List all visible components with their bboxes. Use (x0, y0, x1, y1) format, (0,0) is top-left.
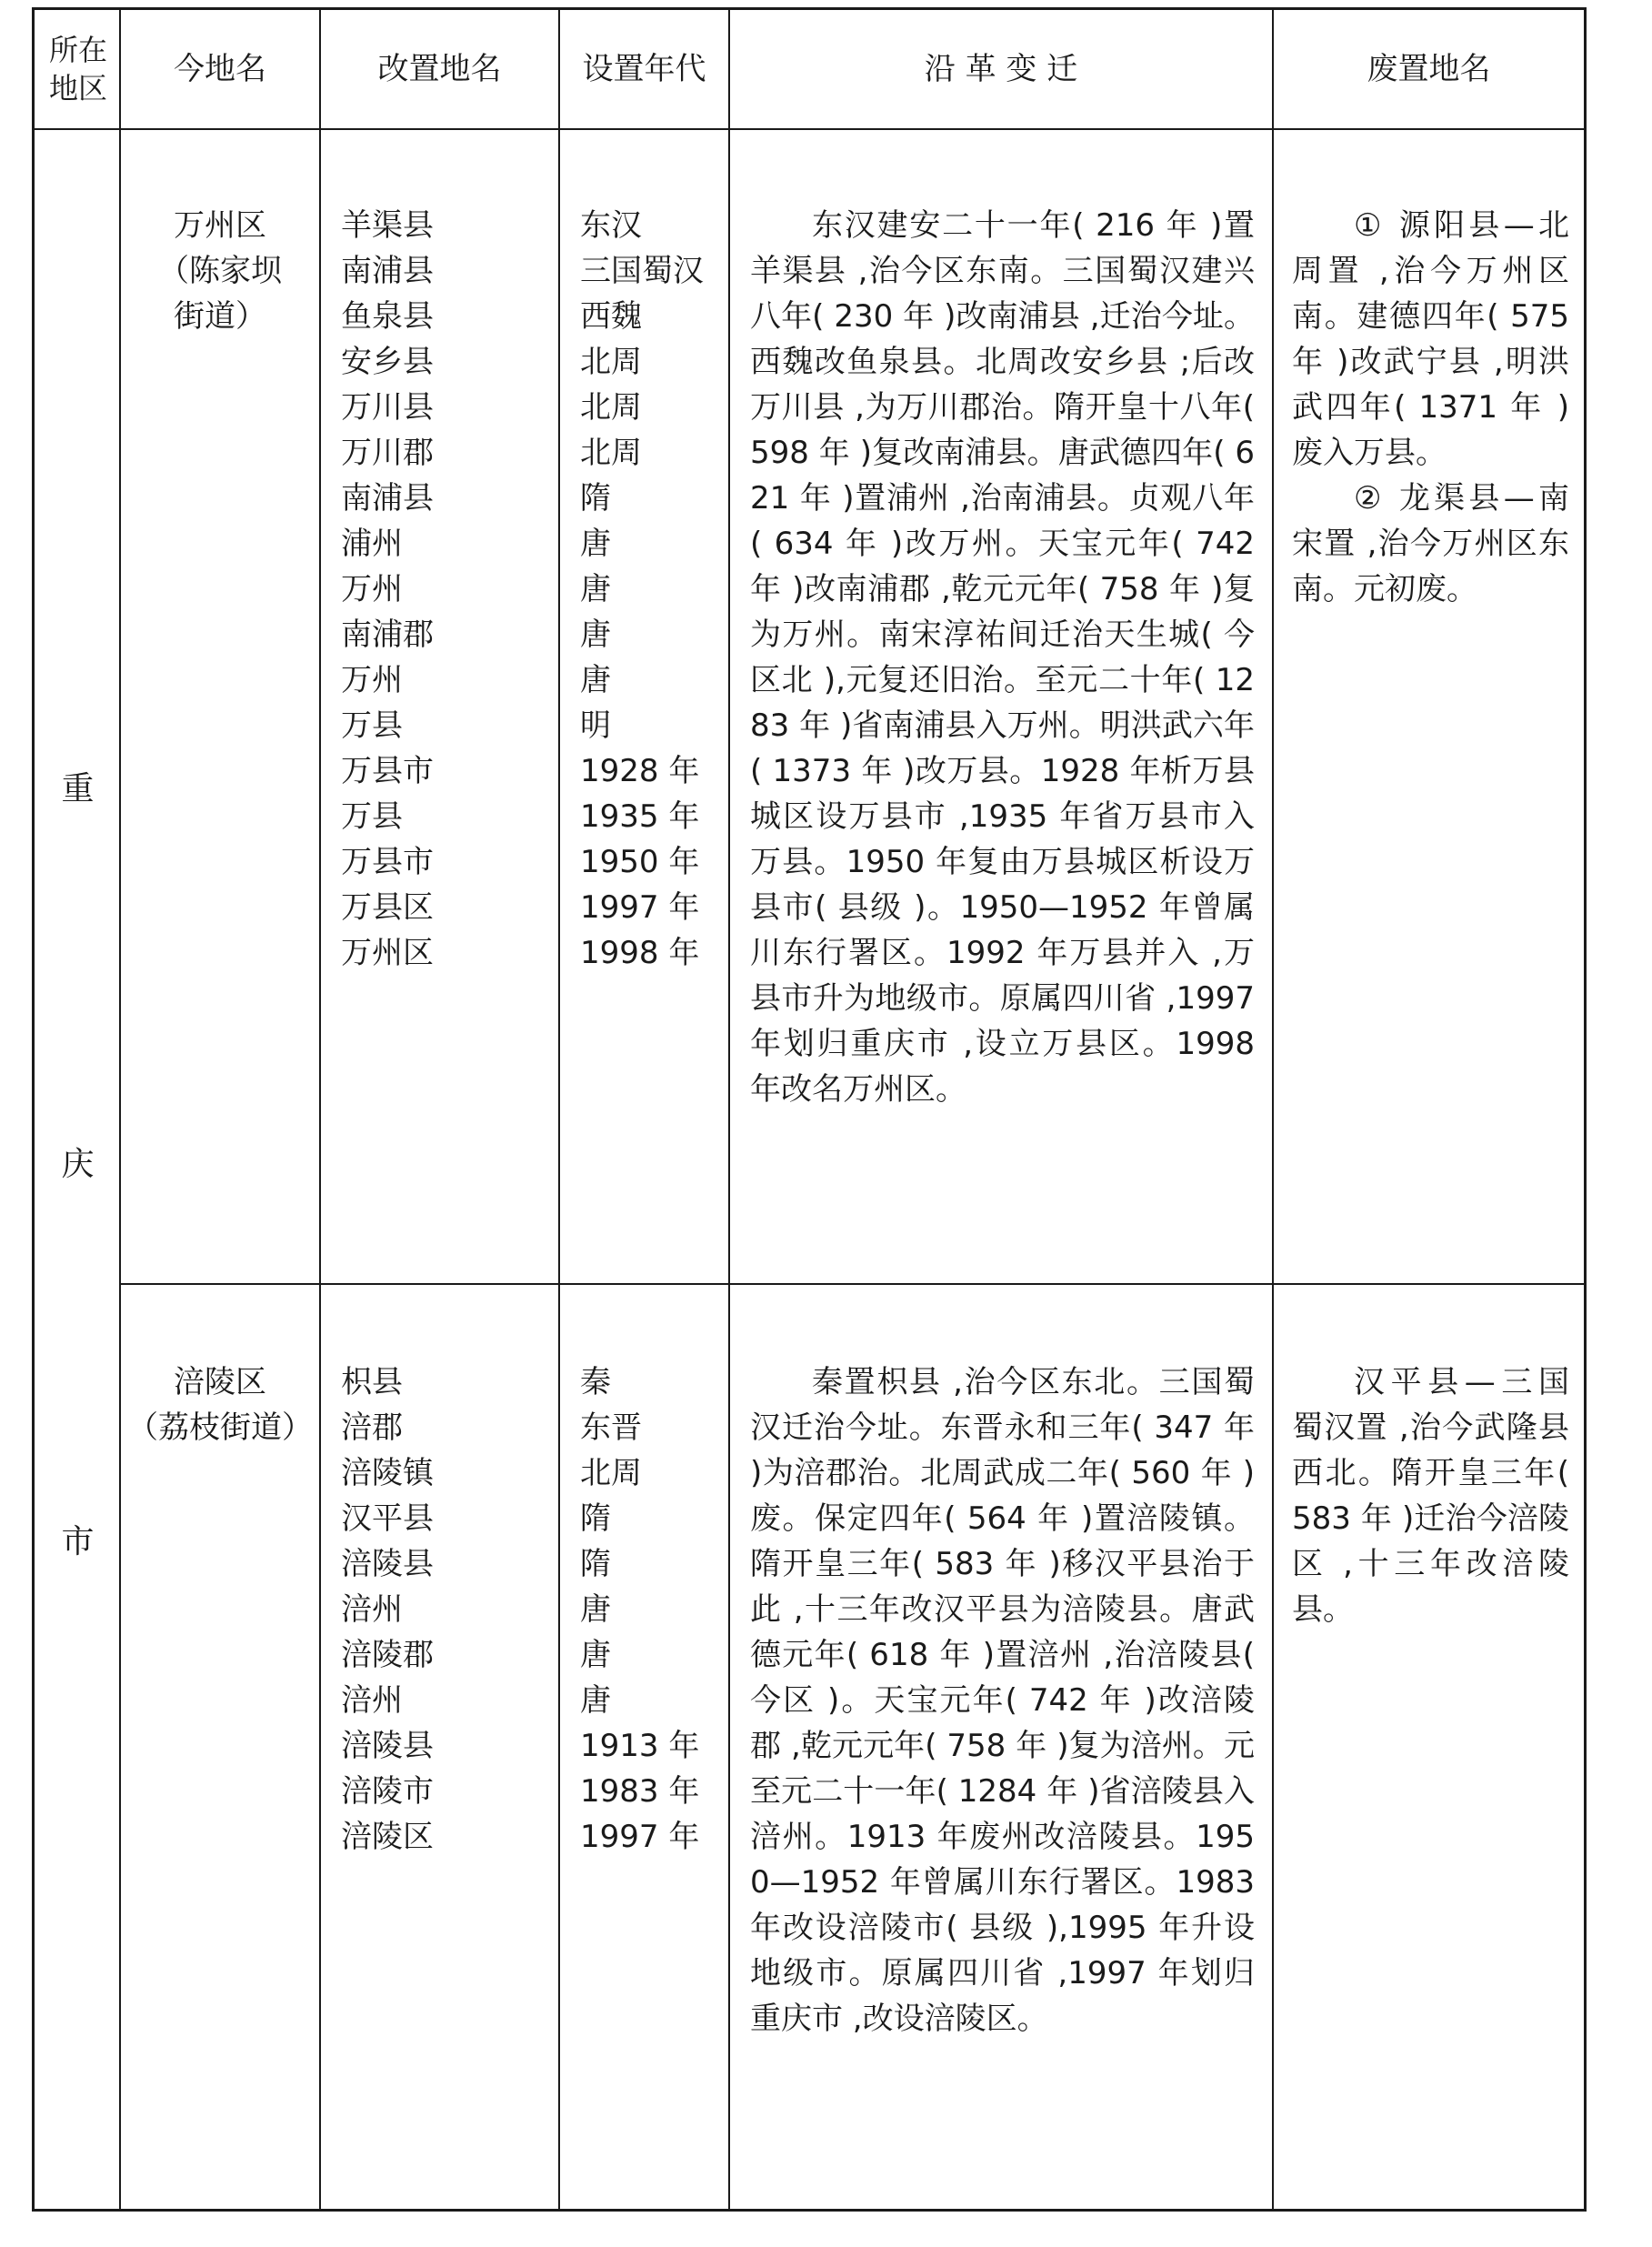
list-item: 涪陵郡 (341, 1637, 434, 1673)
header-history-label: 沿 革 变 迁 (924, 51, 1078, 87)
row1-renamed-names (341, 203, 550, 976)
header-region-label: 所在地区 (48, 33, 107, 105)
col-divider-4 (728, 10, 730, 2209)
list-item: 隋 (580, 1500, 611, 1537)
list-item: 涪陵县 (341, 1728, 434, 1764)
list-item: 万州区 (341, 935, 434, 971)
row2-current-name-line-1: 涪陵区 (174, 1364, 266, 1400)
list-item: 南浦县 (341, 253, 434, 289)
list-item: 1913 年 (580, 1728, 700, 1764)
list-item: 唐 (580, 617, 611, 653)
header-current-name-label: 今地名 (174, 51, 266, 87)
list-item: 北周 (580, 389, 642, 426)
col-divider-5 (1272, 10, 1274, 2209)
list-item: 1935 年 (580, 798, 700, 835)
row1-abolished-note-2: ② 龙渠县—南宋置 ,治今万州区东南。元初废。 (1292, 480, 1569, 607)
list-item: 涪郡 (341, 1409, 403, 1446)
list-item: 唐 (580, 571, 611, 607)
list-item: 1950 年 (580, 844, 700, 880)
header-renamed-name (321, 10, 558, 128)
list-item: 唐 (580, 526, 611, 562)
list-item: 三国蜀汉 (580, 253, 704, 289)
list-item: 汉平县 (341, 1500, 434, 1537)
header-region (42, 10, 115, 128)
row1-current-name (121, 203, 319, 339)
list-item: 涪州 (341, 1682, 403, 1719)
list-item: 北周 (580, 1455, 642, 1491)
list-item: 唐 (580, 1637, 611, 1673)
list-item: 1998 年 (580, 935, 700, 971)
list-item: 西魏 (580, 298, 642, 335)
list-item: 万川郡 (341, 435, 434, 471)
col-divider-3 (558, 10, 560, 2209)
row2-renamed-names (341, 1359, 550, 1860)
row1-history: 东汉建安二十一年( 216 年 )置羊渠县 ,治今区东南。三国蜀汉建兴八年( 230 年 )改南浦县 ,迁治今址。西魏改鱼泉县。北周改安乡县 ;后改万川县 ,为万川郡治。隋开皇十八年( 598 年 )复改南浦县。唐武德四年( 621 年 )置浦州 ,治南浦县。贞观八年( 634 年 )改万州。天宝元年( 742 年 )改南浦郡 ,乾元元年( 758 年 )复为万州。南宋淳祐间迁治天生城( 今区北 ),元复还旧治。至元二十年( 1283 年 )省南浦县入万州。明洪武六年( 1373 年 )改万县。1928 年析万县城区设万县市 ,1935 年省万县市入万县。1950 年复由万县城区析设万县市( 县级 )。1950—1952 年曾属川东行署区。1992 年万县并入 ,万县市升为地级市。原属四川省 ,1997 年划归重庆市 ,设立万县区。1998 年改名万州区。 (750, 207, 1255, 1108)
header-abolished-label: 废置地名 (1367, 51, 1491, 87)
list-item: 涪州 (341, 1591, 403, 1628)
list-item: 1997 年 (580, 1819, 700, 1855)
row2-abolished (1292, 1359, 1569, 1632)
row1-current-name-line-2: （陈家坝 (158, 253, 282, 289)
list-item: 唐 (580, 662, 611, 698)
list-item: 1983 年 (580, 1773, 700, 1810)
col-divider-2 (319, 10, 321, 2209)
header-era (560, 10, 728, 128)
list-item: 北周 (580, 435, 642, 471)
row2-eras (580, 1359, 726, 1860)
list-item: 万县 (341, 707, 403, 744)
row2-history: 秦置枳县 ,治今区东北。三国蜀汉迁治今址。东晋永和三年( 347 年 )为涪郡治。北周武成二年( 560 年 )废。保定四年( 564 年 )置涪陵镇。隋开皇三年( 583 年 )移汉平县治于此 ,十三年改汉平县为涪陵县。唐武德元年( 618 年 )置涪州 ,治涪陵县( 今区 )。天宝元年( 742 年 )改涪陵郡 ,乾元元年( 758 年 )复为涪州。元至元二十一年( 1284 年 )省涪陵县入涪州。1913 年废州改涪陵县。1950—1952 年曾属川东行署区。1983 年改设涪陵市( 县级 ),1995 年升设地级市。原属四川省 ,1997 年划归重庆市 ,改设涪陵区。 (750, 1364, 1255, 2037)
region-char-1: 重 (61, 770, 95, 808)
list-item: 东晋 (580, 1409, 642, 1446)
list-item: 涪陵区 (341, 1819, 434, 1855)
list-item: 枳县 (341, 1364, 403, 1400)
list-item: 涪陵县 (341, 1546, 434, 1582)
row2-abolished-note-1: 汉平县—三国蜀汉置 ,治今武隆县西北。隋开皇三年( 583 年 )迁治今涪陵区 ,十三年改涪陵县。 (1292, 1364, 1569, 1628)
header-current-name (121, 10, 319, 128)
list-item: 唐 (580, 1682, 611, 1719)
row-divider (121, 1283, 1584, 1285)
row1-abolished (1292, 203, 1569, 612)
list-item: 万县 (341, 798, 403, 835)
list-item: 隋 (580, 1546, 611, 1582)
gazetteer-table (32, 7, 1587, 2212)
list-item: 涪陵市 (341, 1773, 434, 1810)
list-item: 明 (580, 707, 611, 744)
list-item: 南浦郡 (341, 617, 434, 653)
list-item: 安乡县 (341, 344, 434, 380)
list-item: 羊渠县 (341, 207, 434, 244)
list-item: 万县市 (341, 753, 434, 789)
list-item: 秦 (580, 1364, 611, 1400)
list-item: 东汉 (580, 207, 642, 244)
header-renamed-name-label: 改置地名 (377, 51, 502, 87)
col-divider-1 (119, 10, 121, 2209)
row2-current-name-line-2: （荔枝街道） (127, 1409, 313, 1446)
header-era-label: 设置年代 (582, 51, 706, 87)
row2-current-name (121, 1359, 319, 1450)
list-item: 涪陵镇 (341, 1455, 434, 1491)
list-item: 万州 (341, 662, 403, 698)
list-item: 万县市 (341, 844, 434, 880)
list-item: 万州 (341, 571, 403, 607)
list-item: 万川县 (341, 389, 434, 426)
list-item: 1997 年 (580, 889, 700, 926)
header-history (730, 10, 1272, 128)
list-item: 浦州 (341, 526, 403, 562)
header-divider (35, 128, 1584, 130)
list-item: 隋 (580, 480, 611, 517)
region-char-2: 庆 (61, 1146, 95, 1183)
list-item: 鱼泉县 (341, 298, 434, 335)
list-item: 唐 (580, 1591, 611, 1628)
list-item: 南浦县 (341, 480, 434, 517)
list-item: 万县区 (341, 889, 434, 926)
list-item: 北周 (580, 344, 642, 380)
row1-eras (580, 203, 726, 976)
list-item: 1928 年 (580, 753, 700, 789)
region-char-3: 市 (61, 1523, 95, 1560)
header-abolished (1274, 10, 1584, 128)
row1-abolished-note-1: ① 源阳县—北周置 ,治今万州区南。建德四年( 575 年 )改武宁县 ,明洪武四年( 1371 年 )废入万县。 (1292, 207, 1569, 471)
row1-current-name-line-3: 街道） (174, 298, 266, 335)
row1-current-name-line-1: 万州区 (174, 207, 266, 244)
